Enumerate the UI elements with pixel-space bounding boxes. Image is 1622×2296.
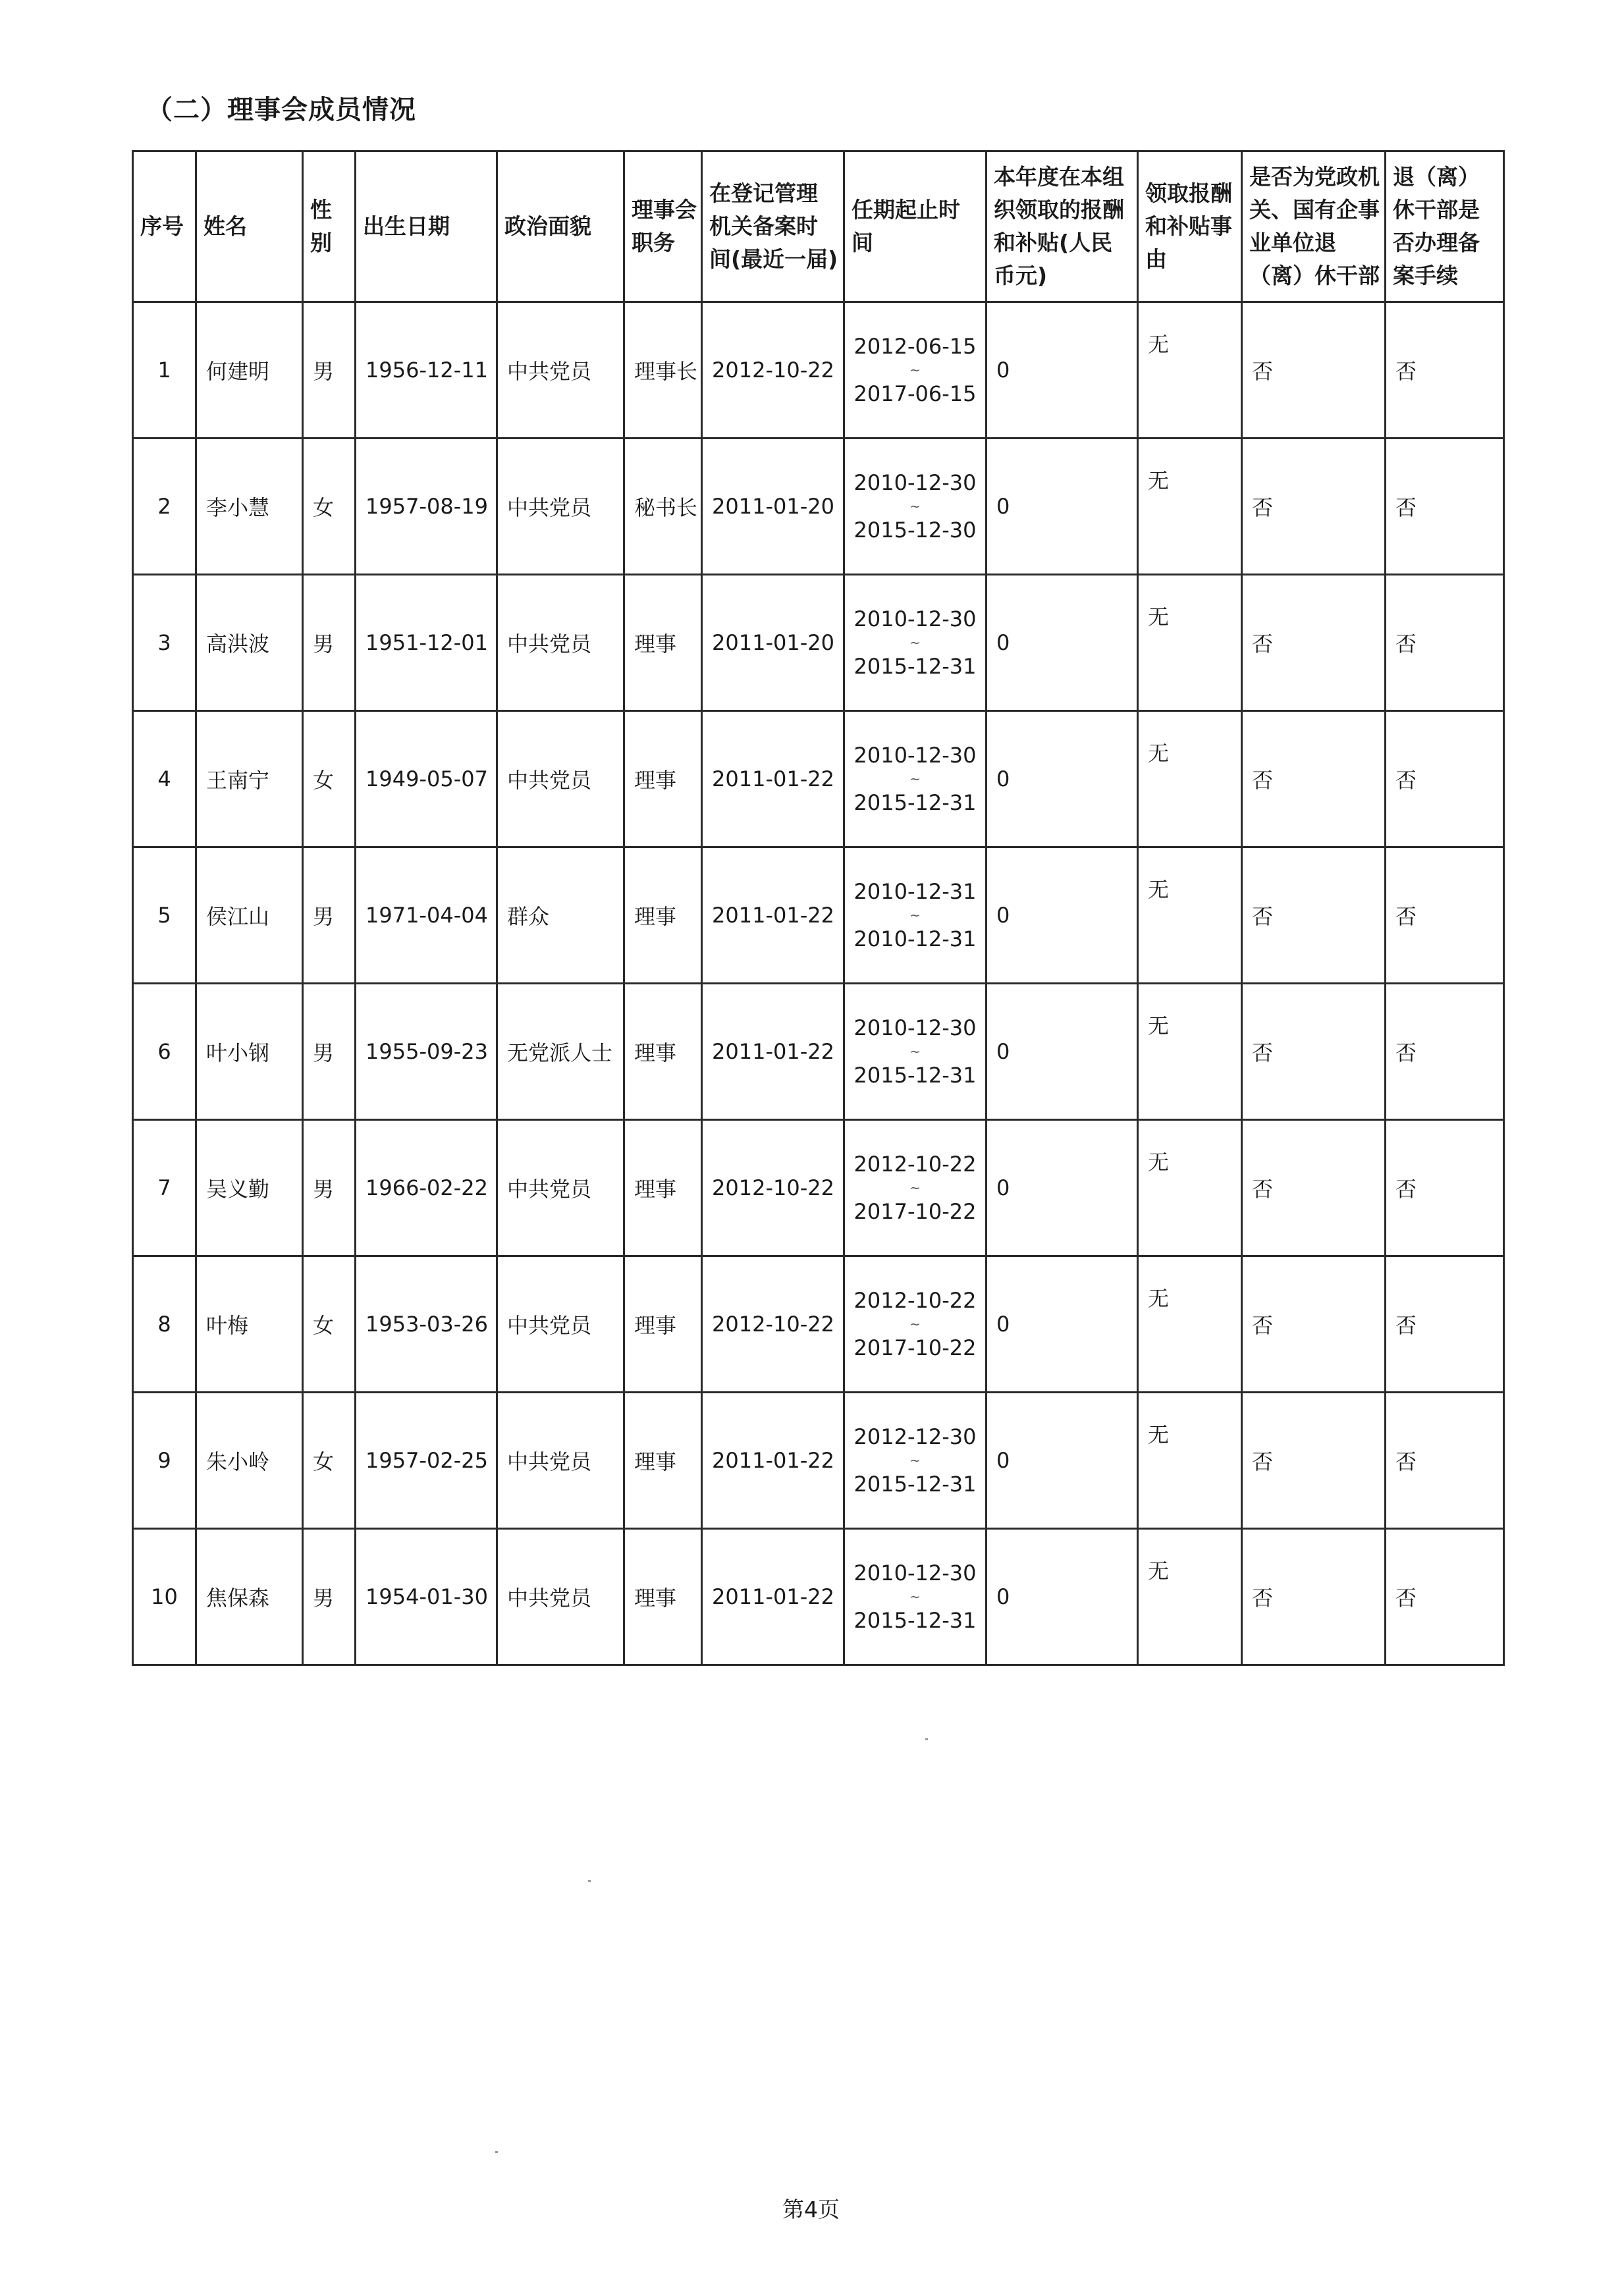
- cell-compensation: 0: [987, 1529, 1138, 1665]
- term-end: 2017-06-15: [853, 381, 977, 406]
- cell-filing-date: 2011-01-22: [702, 1529, 844, 1665]
- cell-gender: 女: [303, 711, 356, 847]
- cell-retiree-filing: 否: [1386, 984, 1504, 1120]
- table-row: [133, 1256, 1504, 1393]
- cell-retired-official: 否: [1242, 1393, 1386, 1529]
- table-row: [133, 711, 1504, 847]
- cell-name: 叶小钢: [196, 984, 303, 1120]
- cell-political-status: 群众: [497, 847, 624, 984]
- cell-board-role: 理事: [624, 1393, 702, 1529]
- cell-filing-date: 2011-01-22: [702, 1393, 844, 1529]
- scan-speck: [495, 2151, 498, 2153]
- cell-filing-date: 2012-10-22: [702, 1120, 844, 1256]
- term-start: 2010-12-30: [853, 606, 977, 631]
- cell-gender: 女: [303, 1393, 356, 1529]
- cell-political-status: 无党派人士: [497, 984, 624, 1120]
- cell-seq: 7: [133, 1120, 196, 1256]
- cell-gender: 男: [303, 302, 356, 439]
- header-retiree-filing: 退（离）休干部是否办理备案手续: [1386, 151, 1504, 302]
- cell-term: [844, 847, 987, 984]
- cell-term: [844, 1393, 987, 1529]
- cell-compensation: 0: [987, 847, 1138, 984]
- table-header-row: [133, 151, 1504, 302]
- cell-retired-official: 否: [1242, 1529, 1386, 1665]
- cell-gender: 男: [303, 847, 356, 984]
- cell-filing-date: 2011-01-20: [702, 575, 844, 711]
- cell-compensation-reason: 无: [1138, 302, 1242, 439]
- cell-filing-date: 2012-10-22: [702, 302, 844, 439]
- cell-retiree-filing: 否: [1386, 1256, 1504, 1393]
- header-gender: 性别: [303, 151, 356, 302]
- term-end: 2015-12-31: [853, 1608, 977, 1633]
- cell-board-role: 理事: [624, 1120, 702, 1256]
- cell-gender: 男: [303, 1120, 356, 1256]
- table-row: [133, 1120, 1504, 1256]
- cell-political-status: 中共党员: [497, 1529, 624, 1665]
- cell-name: 高洪波: [196, 575, 303, 711]
- cell-retiree-filing: 否: [1386, 1529, 1504, 1665]
- cell-board-role: 理事长: [624, 302, 702, 439]
- cell-compensation-reason: 无: [1138, 1393, 1242, 1529]
- cell-retiree-filing: 否: [1386, 302, 1504, 439]
- cell-name: 王南宁: [196, 711, 303, 847]
- cell-birth-date: 1951-12-01: [356, 575, 497, 711]
- term-end: 2017-10-22: [853, 1199, 977, 1224]
- scan-speck: [925, 1738, 928, 1740]
- cell-name: 焦保森: [196, 1529, 303, 1665]
- header-political-status: 政治面貌: [497, 151, 624, 302]
- cell-term: [844, 1256, 987, 1393]
- term-start: 2012-10-22: [853, 1288, 977, 1313]
- cell-term: [844, 1529, 987, 1665]
- cell-birth-date: 1957-08-19: [356, 439, 497, 575]
- cell-gender: 男: [303, 984, 356, 1120]
- cell-filing-date: 2011-01-22: [702, 847, 844, 984]
- table-row: [133, 575, 1504, 711]
- cell-compensation: 0: [987, 575, 1138, 711]
- cell-political-status: 中共党员: [497, 302, 624, 439]
- cell-retiree-filing: 否: [1386, 1120, 1504, 1256]
- cell-board-role: 理事: [624, 984, 702, 1120]
- board-members-table: [132, 150, 1505, 1666]
- term-separator: ~: [909, 907, 921, 923]
- cell-seq: 2: [133, 439, 196, 575]
- cell-seq: 3: [133, 575, 196, 711]
- header-compensation-reason: 领取报酬和补贴事由: [1138, 151, 1242, 302]
- section-title: （二）理事会成员情况: [146, 95, 416, 125]
- header-name: 姓名: [196, 151, 303, 302]
- cell-board-role: 秘书长: [624, 439, 702, 575]
- cell-political-status: 中共党员: [497, 575, 624, 711]
- term-separator: ~: [909, 1453, 921, 1468]
- scan-speck: [588, 1880, 591, 1882]
- term-start: 2012-10-22: [853, 1152, 977, 1177]
- cell-birth-date: 1966-02-22: [356, 1120, 497, 1256]
- cell-name: 李小慧: [196, 439, 303, 575]
- term-start: 2012-06-15: [853, 334, 977, 359]
- cell-name: 叶梅: [196, 1256, 303, 1393]
- cell-compensation: 0: [987, 711, 1138, 847]
- cell-political-status: 中共党员: [497, 439, 624, 575]
- cell-seq: 6: [133, 984, 196, 1120]
- table-row: [133, 984, 1504, 1120]
- term-end: 2015-12-30: [853, 518, 977, 543]
- cell-political-status: 中共党员: [497, 711, 624, 847]
- cell-retired-official: 否: [1242, 1256, 1386, 1393]
- cell-seq: 9: [133, 1393, 196, 1529]
- cell-filing-date: 2011-01-22: [702, 711, 844, 847]
- term-end: 2015-12-31: [853, 790, 977, 815]
- term-end: 2015-12-31: [853, 1063, 977, 1088]
- cell-name: 朱小岭: [196, 1393, 303, 1529]
- term-start: 2010-12-31: [853, 879, 977, 904]
- table-row: [133, 302, 1504, 439]
- term-start: 2010-12-30: [853, 470, 977, 495]
- cell-gender: 女: [303, 439, 356, 575]
- cell-term: [844, 575, 987, 711]
- cell-retired-official: 否: [1242, 1120, 1386, 1256]
- header-filing-date: 在登记管理机关备案时间(最近一届): [702, 151, 844, 302]
- cell-retiree-filing: 否: [1386, 1393, 1504, 1529]
- cell-seq: 1: [133, 302, 196, 439]
- cell-gender: 男: [303, 575, 356, 711]
- header-board-role: 理事会职务: [624, 151, 702, 302]
- cell-term: [844, 302, 987, 439]
- cell-retired-official: 否: [1242, 575, 1386, 711]
- header-seq: 序号: [133, 151, 196, 302]
- cell-name: 侯江山: [196, 847, 303, 984]
- cell-retiree-filing: 否: [1386, 575, 1504, 711]
- cell-compensation-reason: 无: [1138, 1256, 1242, 1393]
- cell-compensation-reason: 无: [1138, 847, 1242, 984]
- cell-gender: 男: [303, 1529, 356, 1665]
- cell-political-status: 中共党员: [497, 1256, 624, 1393]
- cell-board-role: 理事: [624, 575, 702, 711]
- cell-term: [844, 711, 987, 847]
- term-end: 2010-12-31: [853, 926, 977, 951]
- header-term: 任期起止时间: [844, 151, 987, 302]
- cell-compensation-reason: 无: [1138, 711, 1242, 847]
- cell-retired-official: 否: [1242, 984, 1386, 1120]
- term-separator: ~: [909, 498, 921, 514]
- cell-compensation: 0: [987, 1256, 1138, 1393]
- cell-compensation-reason: 无: [1138, 984, 1242, 1120]
- cell-compensation-reason: 无: [1138, 575, 1242, 711]
- cell-birth-date: 1956-12-11: [356, 302, 497, 439]
- cell-term: [844, 1120, 987, 1256]
- cell-political-status: 中共党员: [497, 1393, 624, 1529]
- cell-board-role: 理事: [624, 847, 702, 984]
- term-separator: ~: [909, 1180, 921, 1196]
- cell-retired-official: 否: [1242, 847, 1386, 984]
- term-separator: ~: [909, 635, 921, 651]
- term-start: 2010-12-30: [853, 1561, 977, 1586]
- table-row: [133, 847, 1504, 984]
- cell-compensation-reason: 无: [1138, 1120, 1242, 1256]
- term-end: 2015-12-31: [853, 654, 977, 679]
- term-separator: ~: [909, 1589, 921, 1605]
- cell-compensation: 0: [987, 984, 1138, 1120]
- cell-compensation: 0: [987, 439, 1138, 575]
- cell-retiree-filing: 否: [1386, 711, 1504, 847]
- cell-filing-date: 2012-10-22: [702, 1256, 844, 1393]
- cell-retired-official: 否: [1242, 302, 1386, 439]
- cell-name: 何建明: [196, 302, 303, 439]
- table-row: [133, 1393, 1504, 1529]
- cell-birth-date: 1957-02-25: [356, 1393, 497, 1529]
- cell-board-role: 理事: [624, 711, 702, 847]
- header-compensation: 本年度在本组织领取的报酬和补贴(人民币元): [987, 151, 1138, 302]
- term-separator: ~: [909, 771, 921, 787]
- cell-seq: 4: [133, 711, 196, 847]
- cell-retired-official: 否: [1242, 711, 1386, 847]
- term-end: 2017-10-22: [853, 1335, 977, 1360]
- term-start: 2010-12-30: [853, 743, 977, 768]
- header-retired-official: 是否为党政机关、国有企事业单位退（离）休干部: [1242, 151, 1386, 302]
- cell-compensation: 0: [987, 1393, 1138, 1529]
- cell-political-status: 中共党员: [497, 1120, 624, 1256]
- term-separator: ~: [909, 1316, 921, 1332]
- cell-board-role: 理事: [624, 1256, 702, 1393]
- term-separator: ~: [909, 362, 921, 378]
- cell-seq: 5: [133, 847, 196, 984]
- cell-compensation: 0: [987, 302, 1138, 439]
- cell-compensation: 0: [987, 1120, 1138, 1256]
- cell-birth-date: 1971-04-04: [356, 847, 497, 984]
- page-number: 第4页: [782, 2197, 840, 2222]
- cell-retired-official: 否: [1242, 439, 1386, 575]
- term-separator: ~: [909, 1044, 921, 1059]
- cell-birth-date: 1953-03-26: [356, 1256, 497, 1393]
- cell-term: [844, 439, 987, 575]
- table-row: [133, 439, 1504, 575]
- cell-seq: 8: [133, 1256, 196, 1393]
- table-row: [133, 1529, 1504, 1665]
- cell-gender: 女: [303, 1256, 356, 1393]
- term-end: 2015-12-31: [853, 1472, 977, 1497]
- term-start: 2012-12-30: [853, 1424, 977, 1449]
- cell-name: 吴义勤: [196, 1120, 303, 1256]
- cell-retiree-filing: 否: [1386, 847, 1504, 984]
- cell-birth-date: 1954-01-30: [356, 1529, 497, 1665]
- cell-retiree-filing: 否: [1386, 439, 1504, 575]
- cell-board-role: 理事: [624, 1529, 702, 1665]
- cell-compensation-reason: 无: [1138, 1529, 1242, 1665]
- cell-birth-date: 1955-09-23: [356, 984, 497, 1120]
- term-start: 2010-12-30: [853, 1015, 977, 1040]
- cell-filing-date: 2011-01-20: [702, 439, 844, 575]
- header-birth-date: 出生日期: [356, 151, 497, 302]
- cell-compensation-reason: 无: [1138, 439, 1242, 575]
- cell-seq: 10: [133, 1529, 196, 1665]
- cell-term: [844, 984, 987, 1120]
- cell-filing-date: 2011-01-22: [702, 984, 844, 1120]
- cell-birth-date: 1949-05-07: [356, 711, 497, 847]
